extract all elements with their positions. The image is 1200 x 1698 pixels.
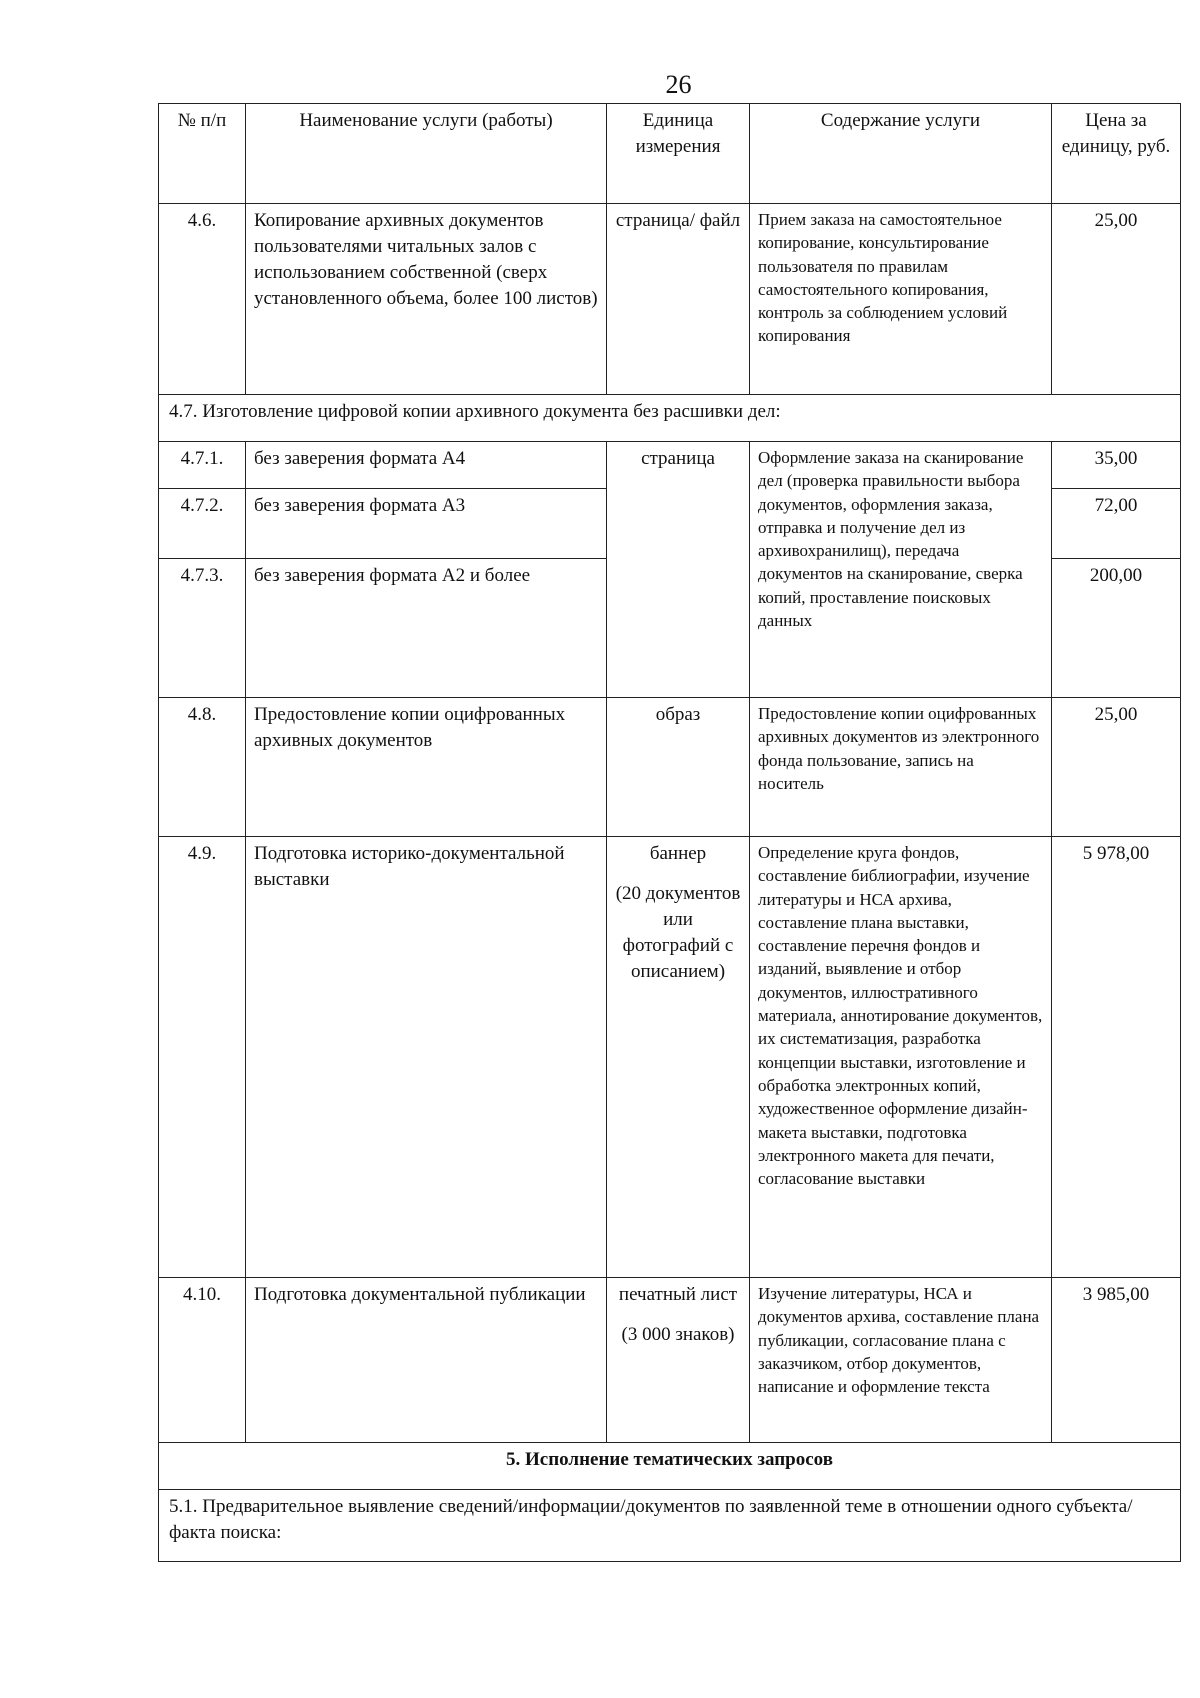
row-desc: Прием заказа на самостоятельное копирование, консультирование пользователя по правилам самостоятельного копирования, контроль за соблюдением условий копирования [750, 204, 1052, 395]
header-unit: Единица измерения [607, 104, 750, 204]
row-name: Предостовление копии оцифрованных архивных документов [246, 698, 607, 837]
row-num: 4.10. [159, 1278, 246, 1443]
table-row [159, 442, 1181, 489]
subsection-title: 5.1. Предварительное выявление сведений/информации/документов по заявленной теме в отношении одного субъекта/факта поиска: [159, 1490, 1181, 1562]
row-name: Подготовка историко-документальной выставки [246, 837, 607, 1278]
subsection-row [159, 1490, 1181, 1562]
header-row [159, 104, 1181, 204]
header-price: Цена за единицу, руб. [1052, 104, 1181, 204]
row-price: 25,00 [1052, 204, 1181, 395]
row-desc: Определение круга фондов, составление библиографии, изучение литературы и НСА архива, составление плана выставки, составление перечня фондов и изданий, выявление и отбор документов, иллюстративного материала, аннотирование документов, их систематизация, разработка концепции выставки, изготовление и обработка электронных копий, художественное оформление дизайн-макета выставки, подготовка электронного макета для печати, согласование выставки [750, 837, 1052, 1278]
row-name: Подготовка документальной публикации [246, 1278, 607, 1443]
row-num: 4.7.3. [159, 559, 246, 698]
row-price: 72,00 [1052, 489, 1181, 559]
header-num: № п/п [159, 104, 246, 204]
row-desc: Изучение литературы, НСА и документов архива, составление плана публикации, согласование плана с заказчиком, отбор документов, написание и оформление текста [750, 1278, 1052, 1443]
row-price: 3 985,00 [1052, 1278, 1181, 1443]
table-row [159, 204, 1181, 395]
row-unit-note: (20 документов или фотографий с описанием) [615, 883, 741, 982]
row-num: 4.9. [159, 837, 246, 1278]
row-price: 35,00 [1052, 442, 1181, 489]
subsection-title: 4.7. Изготовление цифровой копии архивного документа без расшивки дел: [159, 395, 1181, 442]
section-row [159, 1443, 1181, 1490]
row-desc: Предостовление копии оцифрованных архивных документов из электронного фонда пользование, запись на носитель [750, 698, 1052, 837]
row-num: 4.8. [159, 698, 246, 837]
page-number: 26 [665, 70, 692, 99]
row-num: 4.7.2. [159, 489, 246, 559]
row-unit: образ [607, 698, 750, 837]
row-name: без заверения формата А3 [246, 489, 607, 559]
row-unit: страница/ файл [607, 204, 750, 395]
row-unit-cell [607, 837, 750, 1278]
price-table [158, 103, 1181, 1562]
row-unit: страница [607, 442, 750, 698]
subsection-row [159, 395, 1181, 442]
row-num: 4.6. [159, 204, 246, 395]
row-price: 5 978,00 [1052, 837, 1181, 1278]
row-price: 25,00 [1052, 698, 1181, 837]
table-row [159, 698, 1181, 837]
table-row [159, 837, 1181, 1278]
section-title: 5. Исполнение тематических запросов [159, 1443, 1181, 1490]
row-name: Копирование архивных документов пользователями читальных залов с использованием собственной (сверх установленного объема, более 100 листов) [246, 204, 607, 395]
row-desc: Оформление заказа на сканирование дел (проверка правильности выбора документов, оформления заказа, отправка и получение дел из архивохранилищ), передача документов на сканирование, сверка копий, проставление поисковых данных [750, 442, 1052, 698]
header-name: Наименование услуги (работы) [246, 104, 607, 204]
row-price: 200,00 [1052, 559, 1181, 698]
row-unit: баннер [649, 843, 707, 864]
header-desc: Содержание услуги [750, 104, 1052, 204]
row-unit-note: (3 000 знаков) [621, 1324, 735, 1345]
table-row [159, 1278, 1181, 1443]
row-name: без заверения формата А2 и более [246, 559, 607, 698]
row-unit: печатный лист [618, 1284, 738, 1305]
row-num: 4.7.1. [159, 442, 246, 489]
row-unit-cell [607, 1278, 750, 1443]
row-name: без заверения формата А4 [246, 442, 607, 489]
